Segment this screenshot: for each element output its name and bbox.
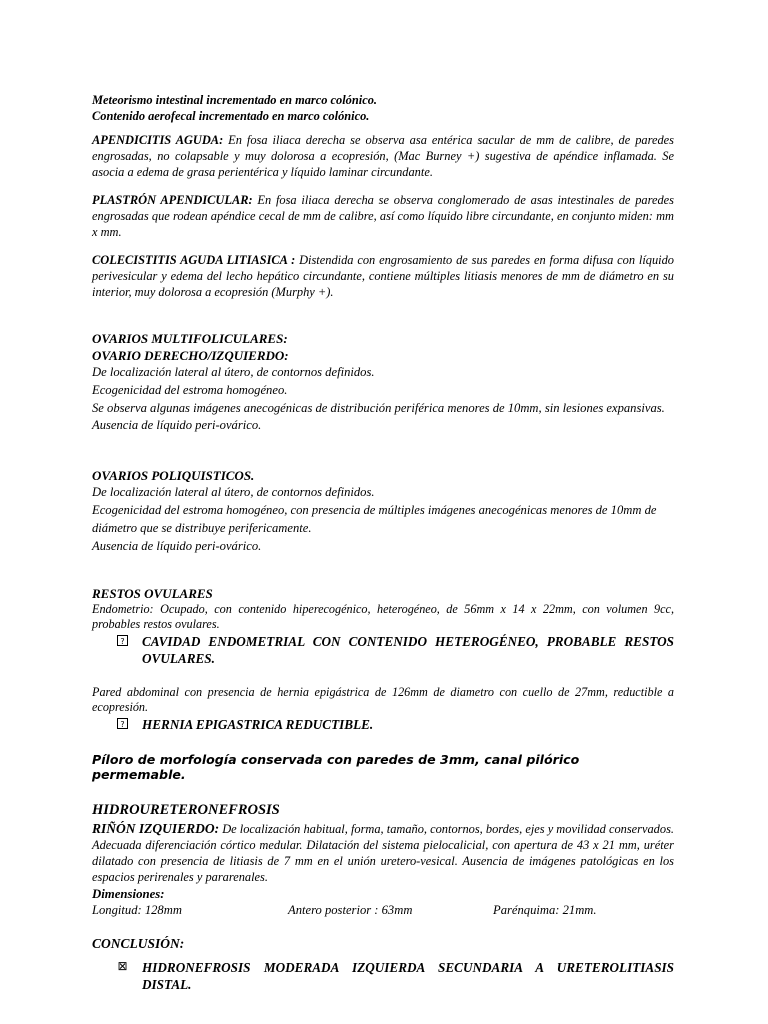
conclusion-bullet-text: HIDRONEFROSIS MODERADA IZQUIERDA SECUNDARIA A URETEROLITIASIS DISTAL. (142, 960, 674, 993)
hernia-text: Pared abdominal con presencia de hernia epigástrica de 126mm de diametro con cuello de 27mm, reductible a ecopresión. (92, 685, 674, 715)
plastron-title: PLASTRÓN APENDICULAR: (92, 193, 253, 207)
hernia-section (92, 685, 674, 733)
dim-longitud: Longitud: 128mm (92, 903, 182, 918)
restos-text: Endometrio: Ocupado, con contenido hiperecogénico, heterogéneo, de 56mm x 14 x 22mm, con volumen 9cc, probables restos ovulares. (92, 602, 674, 632)
colecistitis-title: COLECISTITIS AGUDA LITIASICA : (92, 253, 296, 267)
plastron-paragraph (92, 192, 674, 240)
rinon-paragraph (92, 821, 674, 885)
restos-bullet-item (92, 633, 674, 667)
ovarios-multi-line: Se observa algunas imágenes anecogénicas de distribución periférica menores de 10mm, sin lesiones expansivas. (92, 400, 665, 415)
apendicitis-paragraph (92, 132, 674, 180)
colecistitis-text: Distendida con engrosamiento de sus paredes en forma difusa con líquido perivesicular y edema del lecho hepático circundante, contiene múltiples litiasis menores de mm de diámetro en su interior, muy dolorosa a ecopresión (Murphy +). (92, 253, 674, 299)
checkbox-icon: ⊠ (117, 959, 128, 974)
ovarios-multi-line: De localización lateral al útero, de contornos definidos. (92, 365, 375, 379)
apendicitis-text: En fosa iliaca derecha se observa asa entérica sacular de mm de calibre, de paredes engrosadas, no colapsable y muy dolorosa a ecopresión, (Mac Burney +) sugestiva de apéndice inflamada. Se asocia a edema de grasa perientérica y líquido laminar circundante. (92, 133, 674, 179)
ovarios-poli-line: Ausencia de líquido peri-ovárico. (92, 538, 262, 553)
ovarios-poli-line: Ecogenicidad del estroma homogéneo, con presencia de múltiples imágenes anecogénicas menores de 10mm de diámetro que se distribuye perifericamente. (92, 502, 657, 535)
meteorismo-line: Meteorismo intestinal incrementado en marco colónico. (92, 93, 377, 107)
restos-section (92, 585, 674, 667)
restos-bullet-text: CAVIDAD ENDOMETRIAL CON CONTENIDO HETEROGÉNEO, PROBABLE RESTOS OVULARES. (142, 634, 674, 667)
hidro-title: HIDROURETERONEFROSIS (92, 802, 280, 819)
dim-antero-posterior: Antero posterior : 63mm (288, 903, 413, 918)
colecistitis-paragraph (92, 252, 674, 300)
ovarios-multi-section (92, 330, 674, 435)
ovarios-multi-title: OVARIOS MULTIFOLICULARES: (92, 331, 288, 346)
dim-parenquima: Parénquima: 21mm. (493, 903, 597, 918)
hidro-section (92, 801, 674, 919)
rinon-title: RIÑÓN IZQUIERDO: (92, 821, 220, 837)
rinon-text: De localización habitual, forma, tamaño, contornos, bordes, ejes y movilidad conservados. Adecuada diferenciación córtico medular. Dilatación del sistema pielocalicial, con apertura de 43 x 21 mm, uréter dilatado con presencia de litiasis de 7 mm en el unión uretero-vesical. Ausencia de imágenes patológicas en los espacios perirenales y pararenales. (92, 822, 674, 885)
ovario-side-title: OVARIO DERECHO/IZQUIERDO: (92, 348, 289, 363)
piloro-line: Píloro de morfología conservada con paredes de 3mm, canal pilórico permemable. (92, 752, 580, 783)
ovarios-multi-line: Ecogenicidad del estroma homogéneo. (92, 382, 288, 397)
document-page (92, 92, 674, 993)
plastron-text: En fosa iliaca derecha se observa conglomerado de asas intestinales de paredes engrosadas que rodean apéndice cecal de mm de calibre, así como líquido libre circundante, en conjunto miden: mm x mm. (92, 193, 674, 239)
contenido-aerofecal-line: Contenido aerofecal incrementado en marco colónico. (92, 109, 370, 123)
conclusion-title: CONCLUSIÓN: (92, 936, 185, 952)
hernia-bullet-item (92, 716, 674, 733)
ovarios-multi-line: Ausencia de líquido peri-ovárico. (92, 418, 262, 433)
dimensiones-title: Dimensiones: (92, 887, 165, 902)
hernia-bullet-text: HERNIA EPIGASTRICA REDUCTIBLE. (142, 717, 374, 733)
bullet-box-icon: ? (117, 718, 128, 729)
apendicitis-title: APENDICITIS AGUDA: (92, 133, 224, 147)
ovarios-poli-title: OVARIOS POLIQUISTICOS. (92, 468, 255, 484)
conclusion-bullet-item (92, 959, 674, 993)
bullet-box-icon: ? (117, 635, 128, 646)
restos-title: RESTOS OVULARES (92, 586, 213, 602)
conclusion-section (92, 935, 674, 993)
ovarios-poli-line: De localización lateral al útero, de contornos definidos. (92, 485, 375, 500)
dimensiones-row (92, 902, 674, 919)
ovarios-poli-section (92, 467, 674, 555)
